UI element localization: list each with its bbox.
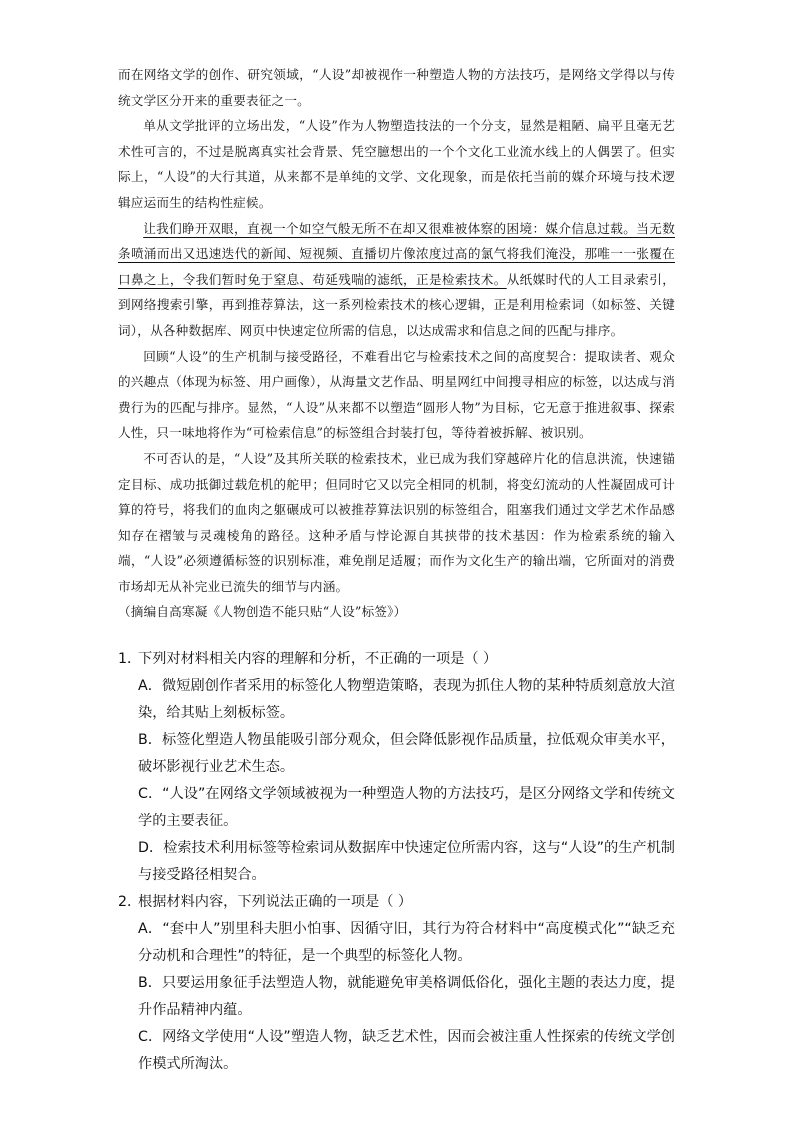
question-number: 2．	[118, 894, 142, 910]
reading-passage	[118, 62, 675, 625]
option-c: C．网络文学使用“人设”塑造人物，缺乏艺术性，因而会被注重人性探索的传统文学创作模式所淘汰。	[138, 1029, 675, 1072]
underlined-sentence: 让我们睁开双眼，直视一个如空气般无所不在却又很难被体察的困境：媒介信息过载。当无数条喷涌而出又迅速迭代的新闻、短视频、直播切片像浓度过高的氯气将我们淹没，那唯一一张覆在口鼻之上，令我们暂时免于窒息、苟延残喘的滤纸，正是检索技术。	[118, 220, 675, 287]
option-a: A．“套中人”别里科夫胆小怕事、因循守旧，其行为符合材料中“高度模式化”“缺乏充分动机和合理性”的特征，是一个典型的标签化人物。	[138, 921, 675, 964]
option-a: A．微短剧创作者采用的标签化人物塑造策略，表现为抓住人物的某种特质刻意放大渲染，给其贴上刻板标签。	[138, 678, 675, 721]
question-1-stem	[118, 646, 675, 673]
question-text: 根据材料内容，下列说法正确的一项是（ ）	[138, 894, 413, 910]
passage-paragraph: 回顾“人设”的生产机制与接受路径，不难看出它与检索技术之间的高度契合：提取读者、观众的兴趣点（体现为标签、用户画像），从海量文艺作品、明星网红中间搜寻相应的标签，以达成与消费行为的匹配与排序。显然，“人设”从来都不以塑造“圆形人物”为目标，它无意于推进叙事、探索人性，只一味地将作为“可检索信息”的标签组合封装打包，等待着被拆解、被识别。	[118, 348, 675, 441]
option-b: B．标签化塑造人物虽能吸引部分观众，但会降低影视作品质量，拉低观众审美水平，破坏影视行业艺术生态。	[138, 732, 675, 775]
passage-text: 从纸媒时代的人工目录索引，到网络搜索引擎，再到推荐算法，这一系列检索技术的核心逻辑，正是利用检索词（如标签、关键词），从各种数据库、网页中快速定位所需的信息，以达成需求和信息之间的匹配与排序。	[118, 271, 675, 338]
question-2-stem	[118, 889, 675, 916]
passage-paragraph: 不可否认的是，“人设”及其所关联的检索技术，业已成为我们穿越碎片化的信息洪流，快速锚定目标、成功抵御过载危机的舵甲；但同时它又以完全相同的机制，将变幻流动的人性凝固成可计算的符号，将我们的血肉之躯碾成可以被推荐算法识别的标签组合，阻塞我们通过文学艺术作品感知存在褶皱与灵魂棱角的路径。这种矛盾与悖论源自其挟带的技术基因：作为检索系统的输入端，“人设”必须遵循标签的识别标准，难免削足适履；而作为文化生产的输出端，它所面对的消费市场却无从补完业已流失的细节与内涵。	[118, 450, 675, 594]
passage-paragraph: 而在网络文学的创作、研究领域，“人设”却被视作一种塑造人物的方法技巧，是网络文学得以与传统文学区分开来的重要表征之一。	[118, 67, 675, 108]
option-d: D．检索技术利用标签等检索词从数据库中快速定位所需内容，这与“人设”的生产机制与接受路径相契合。	[138, 840, 675, 883]
passage-paragraph	[118, 216, 675, 344]
question-text: 下列对材料相关内容的理解和分析，不正确的一项是（ ）	[138, 651, 498, 667]
option-b: B．只要运用象征手法塑造人物，就能避免审美格调低俗化，强化主题的表达力度，提升作品精神内蕴。	[138, 975, 675, 1018]
question-number: 1．	[118, 651, 142, 667]
option-c: C．“人设”在网络文学领域被视为一种塑造人物的方法技巧，是区分网络文学和传统文学的主要表征。	[138, 786, 675, 829]
passage-paragraph: 单从文学批评的立场出发，“人设”作为人物塑造技法的一个分支，显然是粗陋、扁平且毫无艺术性可言的，不过是脱离真实社会背景、凭空臆想出的一个个文化工业流水线上的人偶罢了。但实际上，“人设”的大行其道，从来都不是单纯的文学、文化现象，而是依托当前的媒介环境与技术逻辑应运而生的结构性症候。	[118, 118, 675, 210]
questions-section	[118, 646, 675, 1078]
passage-source: （摘编自高寒凝《人物创造不能只贴“人设”标签》）	[118, 604, 407, 620]
